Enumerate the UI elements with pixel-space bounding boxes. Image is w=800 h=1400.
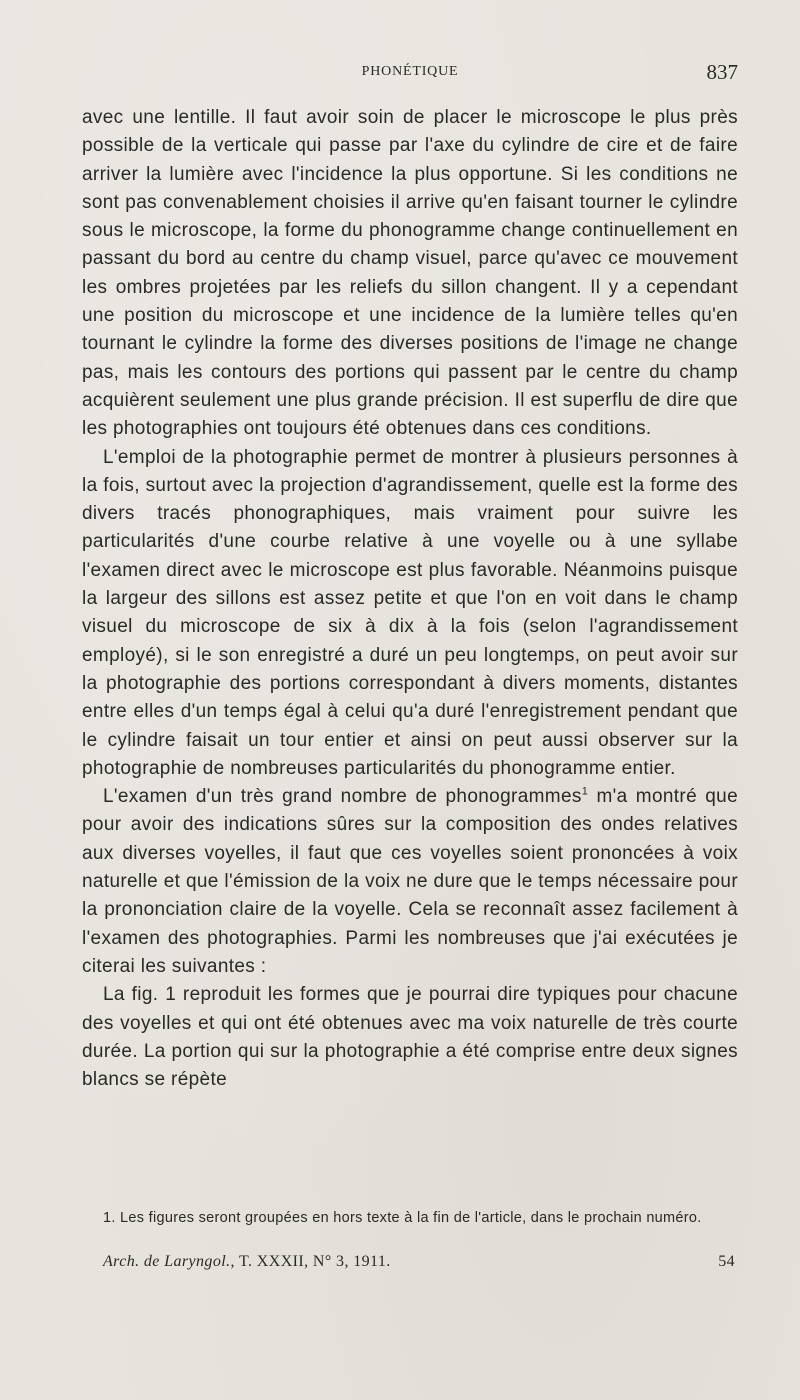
paragraph-1: avec une lentille. Il faut avoir soin de placer le microscope le plus près possible de la verticale qui passe par l'axe du cylindre de cire et de faire arriver la lumière avec l'incidence la plus opportune. Si les conditions ne sont pas convenablement choisies il arrive qu'en faisant tourner le cylindre sous le microscope, la forme du phonogramme change continuellement en passant du bord au centre du champ visuel, parce qu'avec ce mouvement les ombres projetées par les reliefs du sillon changent. Il y a cependant une position du microscope et une incidence de la lumière telles qu'en tournant le cylindre la forme des diverses positions de l'image ne change pas, mais les contours des portions qui passent par le centre du champ acquièrent seulement une plus grande précision. Il est superflu de dire que les photographies ont toujours été obtenues dans ces conditions. [82,107,738,440]
paragraph-3 [82,783,738,981]
journal-title: Arch. de Laryngol. [103,1253,231,1270]
sheet-number: 54 [718,1253,735,1270]
body-text [82,104,738,1094]
footnote [82,1208,738,1229]
journal-details: , T. XXXII, N° 3, 1911. [230,1253,391,1270]
footnote-reference: 1 [581,785,589,798]
paragraph-4: La fig. 1 reproduit les formes que je pourrai dire typiques pour chacune des voyelles et qui ont été obtenues avec ma voix naturelle de très courte durée. La portion qui sur la photographie a été comprise entre deux signes blancs se répète [82,984,738,1091]
page-header [82,60,738,88]
page-number: 837 [706,60,738,84]
printer-signature [103,1253,735,1271]
paragraph-2: L'emploi de la photographie permet de montrer à plusieurs personnes à la fois, surtout avec la projection d'agrandissement, quelle est la forme des divers tracés phonographiques, mais vraiment pour suivre les particularités d'une courbe relative à une voyelle ou à une syllabe l'examen direct avec le microscope est plus favorable. Néanmoins puisque la largeur des sillons est assez petite et que l'on en voit dans le champ visuel du microscope de six à dix à la fois (selon l'agrandissement employé), si le son enregistré a duré un peu longtemps, on peut avoir sur la photographie des portions correspondant à divers moments, distantes entre elles d'un temps égal à celui qu'a duré l'enregistrement pendant que le cylindre faisait un tour entier et ainsi on peut aussi observer sur la photographie de nombreuses particularités du phonogramme entier. [82,446,738,779]
running-title: PHONÉTIQUE [361,64,459,79]
paragraph-3-text-before: L'examen d'un très grand nombre de phonogrammes [103,786,582,808]
paragraph-3-text-after: m'a montré que pour avoir des indications sûres sur la composition des ondes relatives aux diverses voyelles, il faut que ces voyelles soient prononcées à voix naturelle et que l'émission de la voix ne dure que le temps nécessaire pour la prononciation claire de la voyelle. Cela se reconnaît assez facilement à l'examen des photographies. Parmi les nombreuses que j'ai exécutées je citerai les suivantes : [82,786,738,977]
footnote-text: 1. Les figures seront groupées en hors texte à la fin de l'article, dans le prochain numéro. [103,1210,702,1226]
